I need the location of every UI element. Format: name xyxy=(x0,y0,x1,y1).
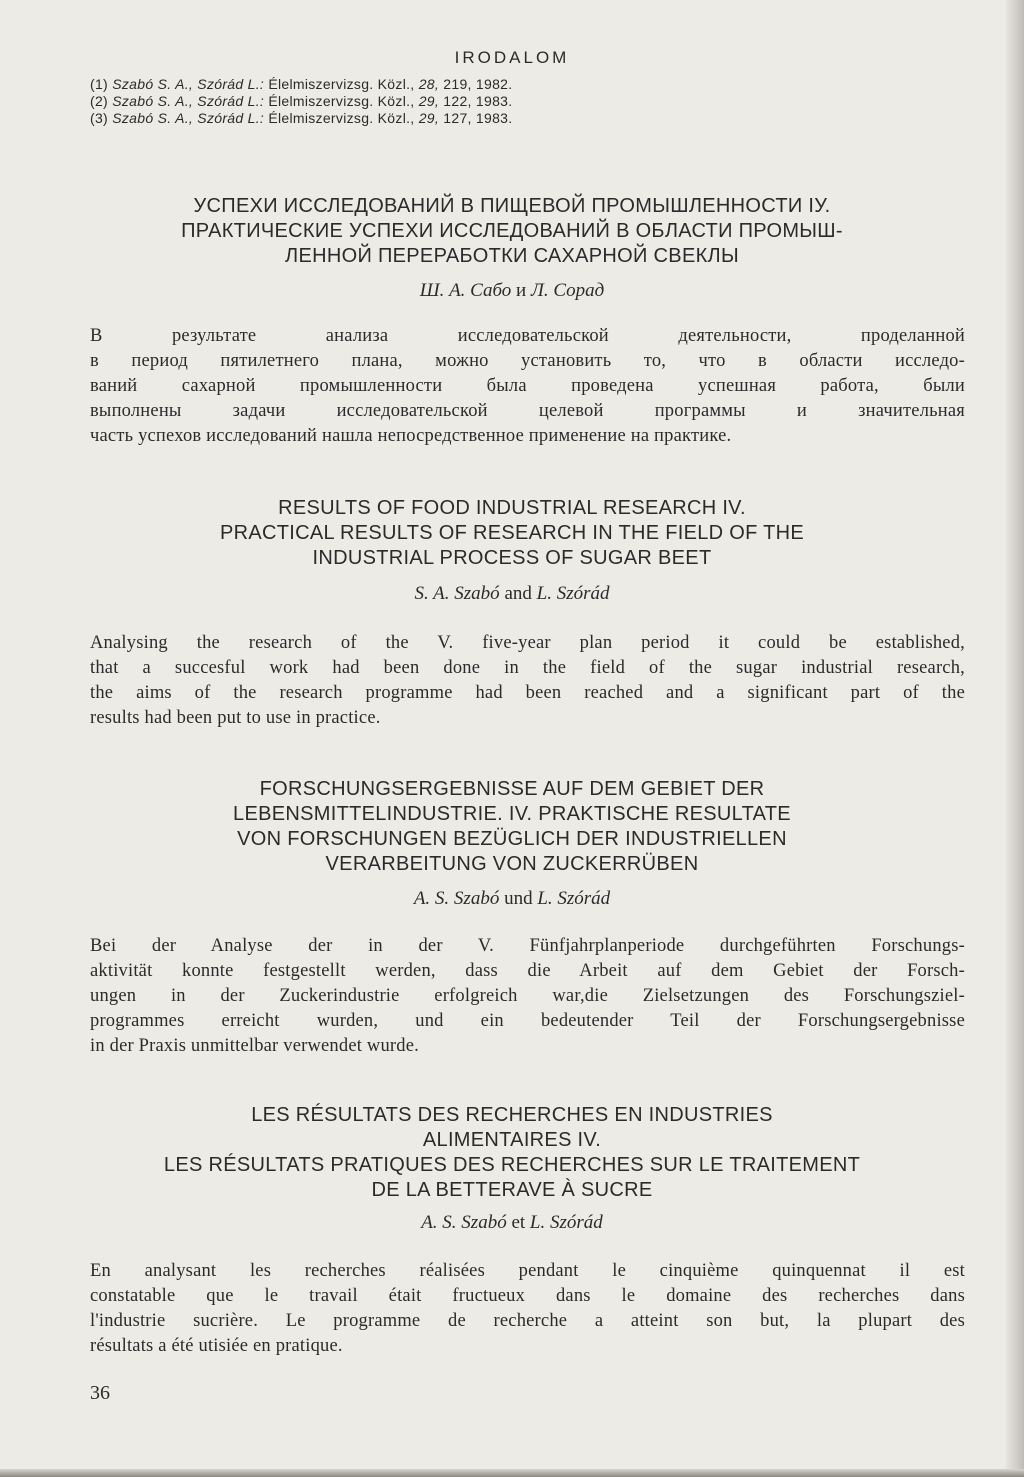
author-name: Л. Сорад xyxy=(530,280,605,301)
author-conjunction: et xyxy=(506,1212,530,1233)
section-authors-english xyxy=(0,583,1024,605)
section-authors-german xyxy=(0,888,1024,910)
references-heading: IRODALOM xyxy=(454,48,570,67)
reference-volume: 29, xyxy=(418,110,440,126)
reference-item xyxy=(90,76,512,93)
page-edge-shadow xyxy=(1006,0,1024,1477)
author-name: A. S. Szabó xyxy=(421,1212,507,1233)
author-conjunction: und xyxy=(499,888,538,909)
abstract-line: ungen in der Zuckerindustrie erfolgreich war,die Zielsetzungen des Forschungsziel- xyxy=(90,986,965,1006)
reference-item xyxy=(90,110,512,127)
reference-journal: Élelmiszervizsg. Közl., xyxy=(268,93,415,109)
abstract-line: Analysing the research of the V. five-year plan period it could be established, xyxy=(90,633,965,653)
reference-volume: 29, xyxy=(418,93,440,109)
abstract-line: l'industrie sucrière. Le programme de recherche a atteint son but, la plupart des xyxy=(90,1311,965,1331)
author-name: S. A. Szabó xyxy=(414,583,500,604)
title-line: LEBENSMITTELINDUSTRIE. IV. PRAKTISCHE RESULTATE xyxy=(233,803,791,825)
abstract-line: В результате анализа исследовательской деятельности, проделанной xyxy=(90,326,965,346)
title-line: DE LA BETTERAVE À SUCRE xyxy=(371,1179,653,1201)
section-title-french xyxy=(80,1103,944,1203)
reference-pages-year: 127, 1983. xyxy=(443,110,513,126)
section-abstract-french xyxy=(90,1259,965,1359)
title-line: VERARBEITUNG VON ZUCKERRÜBEN xyxy=(325,853,699,875)
title-line: PRACTICAL RESULTS OF RESEARCH IN THE FIELD OF THE xyxy=(219,522,805,544)
title-line: INDUSTRIAL PROCESS OF SUGAR BEET xyxy=(312,547,712,569)
title-line: FORSCHUNGSERGEBNISSE AUF DEM GEBIET DER xyxy=(259,778,765,800)
author-conjunction: и xyxy=(511,280,531,301)
abstract-line: выполнены задачи исследовательской целевой программы и значительная xyxy=(90,401,965,421)
title-line: ПРАКТИЧЕСКИЕ УСПЕХИ ИССЛЕДОВАНИЙ В ОБЛАСТИ ПРОМЫШ- xyxy=(181,220,843,242)
author-name: L. Szórád xyxy=(529,1212,603,1233)
section-abstract-english xyxy=(90,631,965,731)
abstract-line: ваний сахарной промышленности была проведена успешная работа, были xyxy=(90,376,965,396)
title-line: УСПЕХИ ИССЛЕДОВАНИЙ В ПИЩЕВОЙ ПРОМЫШЛЕННОСТИ ІУ. xyxy=(193,195,831,217)
reference-journal: Élelmiszervizsg. Közl., xyxy=(268,110,415,126)
abstract-line: in der Praxis unmittelbar verwendet wurde. xyxy=(90,1036,419,1056)
section-authors-french xyxy=(0,1212,1024,1234)
abstract-line: aktivität konnte festgestellt werden, dass die Arbeit auf dem Gebiet der Forsch- xyxy=(90,961,965,981)
reference-journal: Élelmiszervizsg. Közl., xyxy=(268,76,415,92)
abstract-line: Bei der Analyse der in der V. Fünfjahrplanperiode durchgeführten Forschungs- xyxy=(90,936,965,956)
title-line: ЛЕННОЙ ПЕРЕРАБОТКИ САХАРНОЙ СВЕКЛЫ xyxy=(285,245,739,267)
author-name: Ш. А. Сабо xyxy=(419,280,512,301)
abstract-line: En analysant les recherches réalisées pendant le cinquième quinquennat il est xyxy=(90,1261,965,1281)
section-title-russian xyxy=(80,194,944,269)
page-number: 36 xyxy=(90,1382,110,1404)
section-authors-russian xyxy=(0,280,1024,302)
reference-number: (1) xyxy=(90,76,109,92)
abstract-line: часть успехов исследований нашла непосредственное применение на практике. xyxy=(90,426,732,446)
author-conjunction: and xyxy=(499,583,537,604)
reference-authors: Szabó S. A., Szórád L.: xyxy=(112,93,265,109)
section-abstract-german xyxy=(90,934,965,1059)
abstract-line: в период пятилетнего плана, можно установить то, что в области исследо- xyxy=(90,351,965,371)
section-abstract-russian xyxy=(90,324,965,449)
abstract-line: that a succesful work had been done in the field of the sugar industrial research, xyxy=(90,658,965,678)
author-name: L. Szórád xyxy=(536,583,610,604)
abstract-line: constatable que le travail était fructueux dans le domaine des recherches dans xyxy=(90,1286,965,1306)
title-line: LES RÉSULTATS PRATIQUES DES RECHERCHES SUR LE TRAITEMENT xyxy=(163,1154,861,1176)
title-line: RESULTS OF FOOD INDUSTRIAL RESEARCH IV. xyxy=(278,497,746,519)
abstract-line: the aims of the research programme had been reached and a significant part of the xyxy=(90,683,965,703)
section-title-english xyxy=(80,496,944,571)
reference-authors: Szabó S. A., Szórád L.: xyxy=(112,76,265,92)
reference-authors: Szabó S. A., Szórád L.: xyxy=(112,110,265,126)
title-line: VON FORSCHUNGEN BEZÜGLICH DER INDUSTRIELLEN xyxy=(237,828,787,850)
author-name: A. S. Szabó xyxy=(413,888,500,909)
reference-number: (3) xyxy=(90,110,109,126)
reference-number: (2) xyxy=(90,93,109,109)
reference-pages-year: 122, 1983. xyxy=(443,93,513,109)
title-line: LES RÉSULTATS DES RECHERCHES EN INDUSTRIES xyxy=(251,1104,773,1126)
reference-item xyxy=(90,93,512,110)
page-bottom-edge xyxy=(0,1469,1024,1477)
abstract-line: programmes erreicht wurden, und ein bedeutender Teil der Forschungsergebnisse xyxy=(90,1011,965,1031)
abstract-line: results had been put to use in practice. xyxy=(90,708,381,728)
author-name: L. Szórád xyxy=(537,888,611,909)
reference-list xyxy=(90,76,512,127)
title-line: ALIMENTAIRES IV. xyxy=(422,1129,602,1151)
abstract-line: résultats a été utisiée en pratique. xyxy=(90,1336,343,1356)
reference-pages-year: 219, 1982. xyxy=(443,76,513,92)
section-title-german xyxy=(80,777,944,877)
reference-volume: 28, xyxy=(418,76,440,92)
